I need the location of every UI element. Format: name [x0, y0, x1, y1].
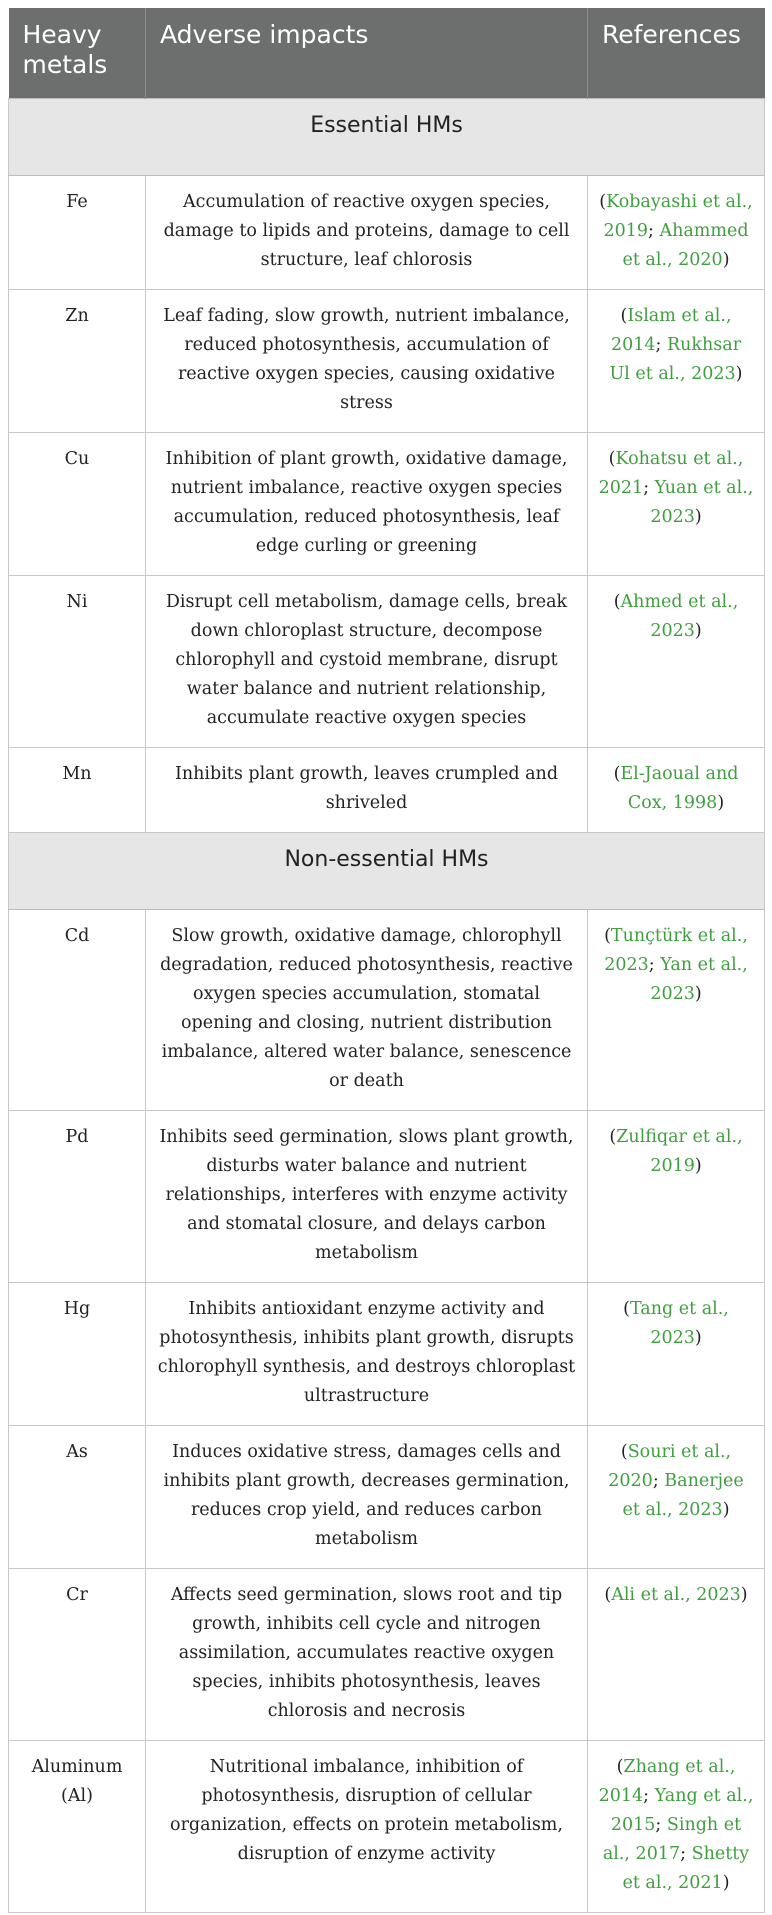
impacts-cell: Disrupt cell metabolism, damage cells, break down chloroplast structure, decompose chlorophyll and cystoid membrane, disrupt water balance and nutrient relationship, accumulate reactive oxygen species: [146, 576, 588, 748]
table-header: [9, 8, 765, 99]
reference-link[interactable]: Tunçtürk et al., 2023: [604, 926, 748, 975]
table-row: [9, 176, 765, 290]
reference-link[interactable]: Rukhsar Ul et al., 2023: [609, 335, 742, 384]
reference-link[interactable]: Ahmed et al., 2023: [620, 592, 739, 641]
table-row: [9, 290, 765, 433]
references-cell: (Zhang et al., 2014; Yang et al., 2015; Singh et al., 2017; Shetty et al., 2021): [588, 1741, 765, 1913]
section-title: Essential HMs: [9, 99, 765, 176]
header-references: References: [588, 8, 765, 99]
impacts-cell: Inhibits seed germination, slows plant growth, disturbs water balance and nutrient relationships, interferes with enzyme activity and stomatal closure, and delays carbon metabolism: [146, 1111, 588, 1283]
header-heavy-metals: Heavy metals: [9, 8, 146, 99]
references-cell: (Tunçtürk et al., 2023; Yan et al., 2023): [588, 910, 765, 1111]
references-cell: (Ali et al., 2023): [588, 1569, 765, 1741]
metal-cell: Pd: [9, 1111, 146, 1283]
references-cell: (Ahmed et al., 2023): [588, 576, 765, 748]
table-row: [9, 1426, 765, 1569]
metal-cell: Zn: [9, 290, 146, 433]
reference-link[interactable]: Ahammed et al., 2020: [622, 221, 749, 270]
table-row: [9, 1111, 765, 1283]
reference-link[interactable]: Ali et al., 2023: [611, 1585, 741, 1605]
table-row: [9, 1569, 765, 1741]
reference-link[interactable]: Islam et al., 2014: [610, 306, 732, 355]
metal-cell: Aluminum (Al): [9, 1741, 146, 1913]
table-row: [9, 1741, 765, 1913]
table-row: [9, 1283, 765, 1426]
reference-link[interactable]: Zhang et al., 2014: [598, 1757, 736, 1806]
reference-link[interactable]: Shetty et al., 2021: [622, 1844, 750, 1893]
metal-cell: Cd: [9, 910, 146, 1111]
reference-link[interactable]: El-Jaoual and Cox, 1998: [620, 764, 739, 813]
references-cell: (El-Jaoual and Cox, 1998): [588, 748, 765, 833]
impacts-cell: Inhibits antioxidant enzyme activity and photosynthesis, inhibits plant growth, disrupts chlorophyll synthesis, and destroys chloroplast ultrastructure: [146, 1283, 588, 1426]
impacts-cell: Accumulation of reactive oxygen species, damage to lipids and proteins, damage to cell structure, leaf chlorosis: [146, 176, 588, 290]
references-cell: (Kohatsu et al., 2021; Yuan et al., 2023): [588, 433, 765, 576]
metal-cell: Hg: [9, 1283, 146, 1426]
metal-cell: Mn: [9, 748, 146, 833]
references-cell: (Kobayashi et al., 2019; Ahammed et al., 2020): [588, 176, 765, 290]
reference-link[interactable]: Kohatsu et al., 2021: [598, 449, 744, 498]
metal-cell: Cu: [9, 433, 146, 576]
reference-link[interactable]: Souri et al., 2020: [608, 1442, 732, 1491]
reference-link[interactable]: Singh et al., 2017: [602, 1815, 742, 1864]
impacts-cell: Nutritional imbalance, inhibition of photosynthesis, disruption of cellular organization, effects on protein metabolism, disruption of enzyme activity: [146, 1741, 588, 1913]
references-cell: (Tang et al., 2023): [588, 1283, 765, 1426]
reference-link[interactable]: Kobayashi et al., 2019: [603, 192, 753, 241]
table-container: [8, 8, 764, 1913]
section-title: Non-essential HMs: [9, 833, 765, 910]
section-row: [9, 99, 765, 176]
section-row: [9, 833, 765, 910]
header-adverse-impacts: Adverse impacts: [146, 8, 588, 99]
impacts-cell: Leaf fading, slow growth, nutrient imbalance, reduced photosynthesis, accumulation of reactive oxygen species, causing oxidative stress: [146, 290, 588, 433]
reference-link[interactable]: Yan et al., 2023: [650, 955, 748, 1004]
impacts-cell: Slow growth, oxidative damage, chlorophyll degradation, reduced photosynthesis, reactive oxygen species accumulation, stomatal opening and closing, nutrient distribution imbalance, altered water balance, senescence or death: [146, 910, 588, 1111]
heavy-metals-table: [8, 8, 765, 1913]
reference-link[interactable]: Banerjee et al., 2023: [622, 1471, 744, 1520]
reference-link[interactable]: Zulfiqar et al., 2019: [616, 1127, 743, 1176]
table-row: [9, 910, 765, 1111]
table-body: [9, 99, 765, 1913]
metal-cell: Cr: [9, 1569, 146, 1741]
impacts-cell: Inhibition of plant growth, oxidative damage, nutrient imbalance, reactive oxygen species accumulation, reduced photosynthesis, leaf edge curling or greening: [146, 433, 588, 576]
impacts-cell: Inhibits plant growth, leaves crumpled and shriveled: [146, 748, 588, 833]
metal-cell: Fe: [9, 176, 146, 290]
reference-link[interactable]: Yuan et al., 2023: [650, 478, 754, 527]
table-row: [9, 576, 765, 748]
reference-link[interactable]: Tang et al., 2023: [629, 1299, 729, 1348]
impacts-cell: Affects seed germination, slows root and tip growth, inhibits cell cycle and nitrogen assimilation, accumulates reactive oxygen species, inhibits photosynthesis, leaves chlorosis and necrosis: [146, 1569, 588, 1741]
table-row: [9, 748, 765, 833]
impacts-cell: Induces oxidative stress, damages cells and inhibits plant growth, decreases germination, reduces crop yield, and reduces carbon metabolism: [146, 1426, 588, 1569]
references-cell: (Zulfiqar et al., 2019): [588, 1111, 765, 1283]
header-row: [9, 8, 765, 99]
references-cell: (Souri et al., 2020; Banerjee et al., 2023): [588, 1426, 765, 1569]
table-row: [9, 433, 765, 576]
metal-cell: Ni: [9, 576, 146, 748]
reference-link[interactable]: Yang et al., 2015: [610, 1786, 754, 1835]
metal-cell: As: [9, 1426, 146, 1569]
references-cell: (Islam et al., 2014; Rukhsar Ul et al., 2023): [588, 290, 765, 433]
